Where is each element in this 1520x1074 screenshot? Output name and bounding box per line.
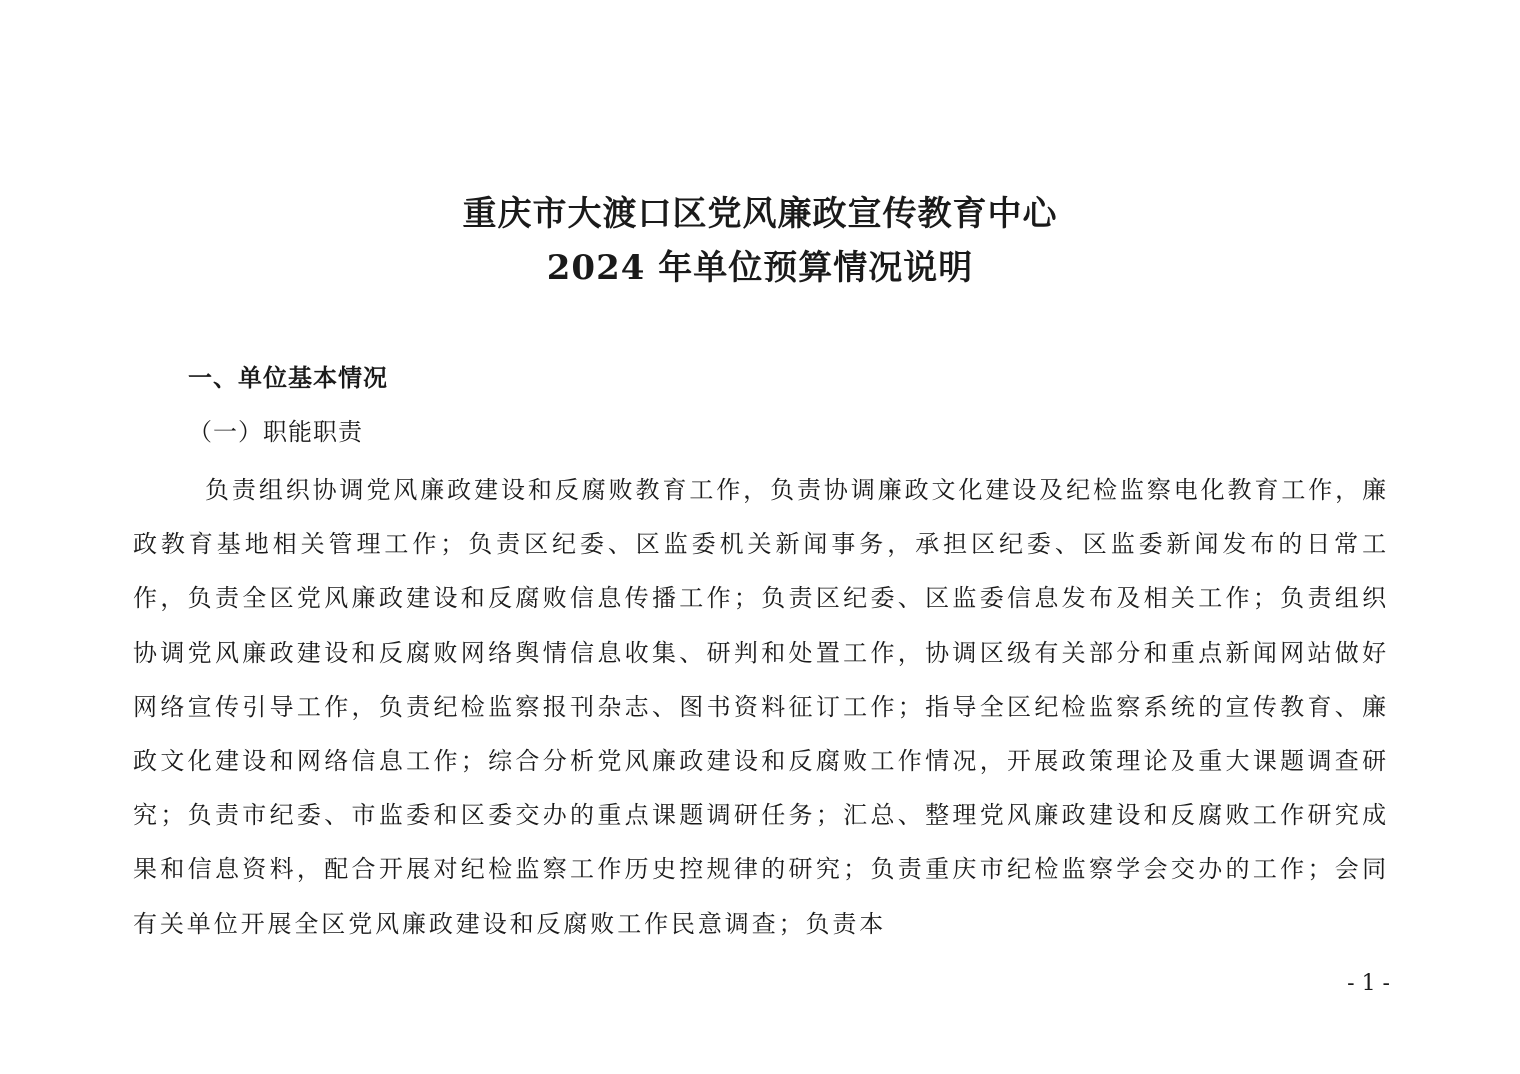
- section-heading: 一、单位基本情况: [188, 364, 388, 392]
- subsection-heading: （一）职能职责: [188, 418, 363, 446]
- page-number: - 1 -: [1347, 971, 1390, 996]
- body-paragraph: 负责组织协调党风廉政建设和反腐败教育工作，负责协调廉政文化建设及纪检监察电化教育工作，廉政教育基地相关管理工作；负责区纪委、区监委机关新闻事务，承担区纪委、区监委新闻发布的日常工作，负责全区党风廉政建设和反腐败信息传播工作；负责区纪委、区监委信息发布及相关工作；负责组织协调党风廉政建设和反腐败网络舆情信息收集、研判和处置工作，协调区级有关部分和重点新闻网站做好网络宣传引导工作，负责纪检监察报刊杂志、图书资料征订工作；指导全区纪检监察系统的宣传教育、廉政文化建设和网络信息工作；综合分析党风廉政建设和反腐败工作情况，开展政策理论及重大课题调查研究；负责市纪委、市监委和区委交办的重点课题调研任务；汇总、整理党风廉政建设和反腐败工作研究成果和信息资料，配合开展对纪检监察工作历史控规律的研究；负责重庆市纪检监察学会交办的工作；会同有关单位开展全区党风廉政建设和反腐败工作民意调查；负责本: [133, 476, 1389, 938]
- document-title-line-2: 2024 年单位预算情况说明: [546, 248, 974, 288]
- document-title-line-1: 重庆市大渡口区党风廉政宣传教育中心: [462, 194, 1058, 234]
